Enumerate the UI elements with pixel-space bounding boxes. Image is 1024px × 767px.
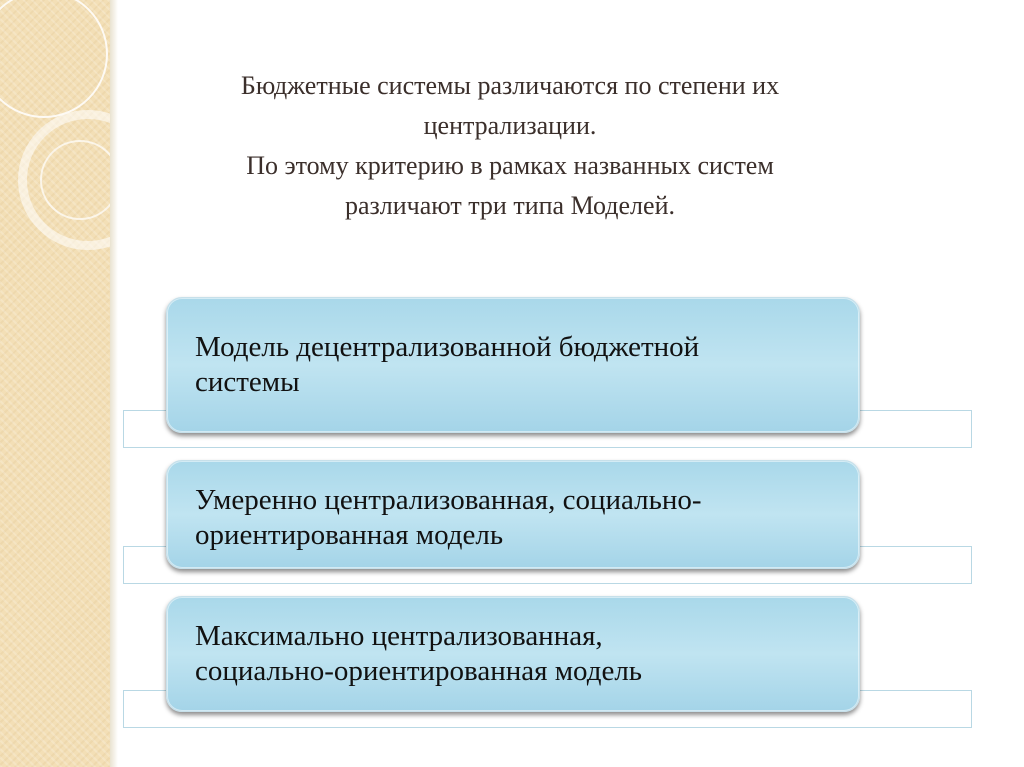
model-text-line: Умеренно централизованная, социально-: [195, 484, 702, 516]
decorative-sidebar: [0, 0, 110, 767]
decorative-ring-icon: [40, 140, 110, 220]
model-box-moderately-centralized: [166, 460, 860, 569]
sidebar-edge: [110, 0, 118, 767]
title-line: централизации.: [423, 111, 597, 140]
slide-title: [150, 66, 870, 226]
model-text-line: ориентированная модель: [195, 519, 504, 551]
model-text-line: Максимально централизованная,: [195, 620, 603, 652]
model-box-decentralized: [166, 297, 860, 433]
model-text-line: системы: [195, 366, 300, 398]
title-line: Бюджетные системы различаются по степени их: [240, 71, 780, 100]
model-text-line: Модель децентрализованной бюджетной: [195, 331, 700, 363]
model-text-line: социально-ориентированная модель: [195, 655, 643, 687]
title-line: По этому критерию в рамках названных систем: [246, 151, 774, 180]
model-box-maximally-centralized: [166, 596, 860, 712]
title-line: различают три типа Моделей.: [344, 191, 675, 220]
decorative-ring-icon: [0, 0, 108, 118]
